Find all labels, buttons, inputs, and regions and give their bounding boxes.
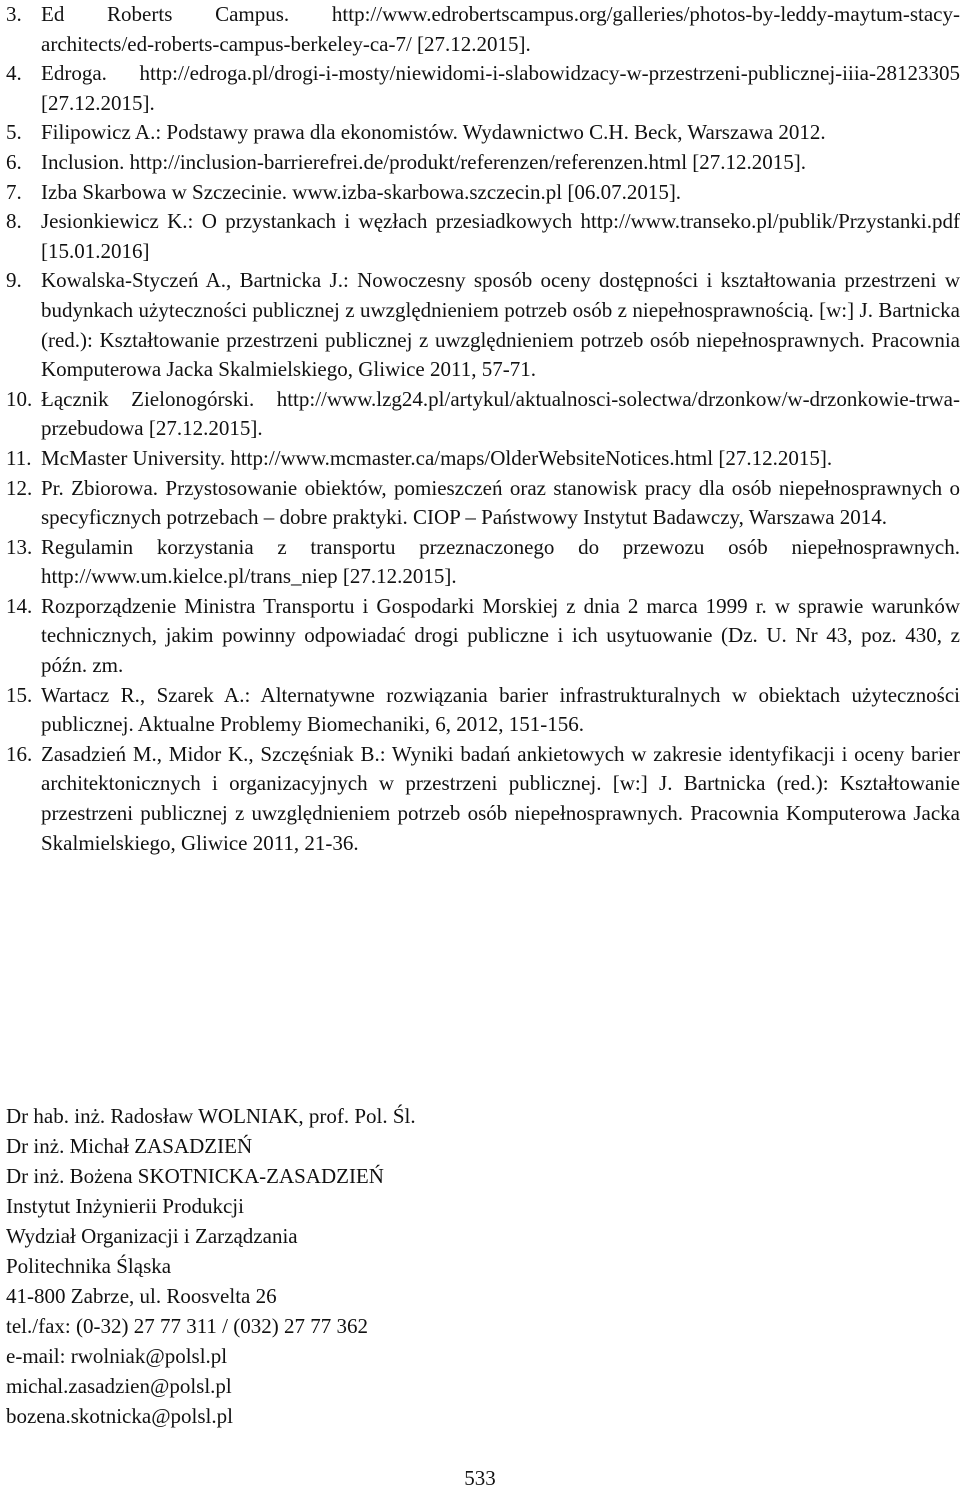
- reference-item: [6, 444, 960, 474]
- email: e-mail: rwolniak@polsl.pl: [6, 1344, 228, 1368]
- reference-item: [6, 474, 960, 533]
- page-number: 533: [464, 1466, 496, 1490]
- reference-number: 16.: [6, 741, 33, 766]
- reference-text: Zasadzień M., Midor K., Szczęśniak B.: Wyniki badań ankietowych w zakresie identyfikacji i oceny barier architektonicznych i organizacyjnych w przestrzeni publicznej. [w:] J. Bartnicka (red.): Kształtowanie przestrzeni publicznej z uwzględnieniem potrzeb osób niepełnosprawnych. Pracownia Komputerowa Jacka Skalmielskiego, Gliwice 2011, 21-36.: [41, 741, 960, 855]
- author-name: Dr inż. Bożena SKOTNICKA-ZASADZIEŃ: [6, 1164, 384, 1188]
- reference-item: [6, 178, 960, 208]
- reference-number: 3.: [6, 2, 22, 26]
- reference-item: [6, 59, 960, 118]
- reference-number: 14.: [6, 593, 33, 618]
- reference-number: 11.: [6, 445, 32, 470]
- reference-text: Filipowicz A.: Podstawy prawa dla ekonomistów. Wydawnictwo C.H. Beck, Warszawa 2012.: [41, 120, 826, 145]
- reference-text: Kowalska-Styczeń A., Bartnicka J.: Nowoczesny sposób oceny dostępności i kształtowania przestrzeni w budynkach użyteczności publicznej z uwzględnieniem potrzeb osób z niepełnosprawnością. [w:] J. Bartnicka (red.): Kształtowanie przestrzeni publicznej z uwzględnieniem potrzeb osób niepełnosprawnych. Pracownia Komputerowa Jacka Skalmielskiego, Gliwice 2011, 57-71.: [41, 268, 960, 382]
- phone-fax: tel./fax: (0-32) 27 77 311 / (032) 27 77 362: [6, 1314, 368, 1338]
- reference-number: 10.: [6, 386, 33, 411]
- reference-number: 5.: [6, 120, 22, 145]
- email: bozena.skotnicka@polsl.pl: [6, 1404, 233, 1428]
- institute-name: Instytut Inżynierii Produkcji: [6, 1194, 244, 1218]
- reference-item: [6, 0, 960, 59]
- reference-text: Jesionkiewicz K.: O przystankach i węzłach przesiadkowych http://www.transeko.pl/publik/Przystanki.pdf [15.01.2016]: [41, 209, 960, 263]
- reference-text: Wartacz R., Szarek A.: Alternatywne rozwiązania barier infrastrukturalnych w obiektach użyteczności publicznej. Aktualne Problemy Biomechaniki, 6, 2012, 151-156.: [41, 682, 960, 737]
- reference-item: [6, 385, 960, 444]
- reference-number: 15.: [6, 682, 33, 707]
- reference-text: McMaster University. http://www.mcmaster.ca/maps/OlderWebsiteNotices.html [27.12.2015].: [41, 445, 833, 470]
- reference-item: [6, 533, 960, 592]
- reference-number: 9.: [6, 268, 22, 293]
- reference-item: [6, 207, 960, 266]
- reference-number: 7.: [6, 179, 22, 204]
- author-name: Dr hab. inż. Radosław WOLNIAK, prof. Pol. Śl.: [6, 1104, 416, 1128]
- reference-list: [6, 0, 960, 858]
- reference-item: [6, 266, 960, 384]
- university-name: Politechnika Śląska: [6, 1254, 172, 1278]
- reference-text: Edroga. http://edroga.pl/drogi-i-mosty/niewidomi-i-slabowidzacy-w-przestrzeni-publicznej-iiia-28123305 [27.12.2015].: [41, 61, 960, 115]
- reference-text: Łącznik Zielonogórski. http://www.lzg24.pl/artykul/aktualnosci-solectwa/drzonkow/w-drzonkowie-trwa-przebudowa [27.12.2015].: [41, 386, 960, 441]
- reference-text: Ed Roberts Campus. http://www.edrobertscampus.org/galleries/photos-by-leddy-maytum-stacy-architects/ed-roberts-campus-berkeley-ca-7/ [27.12.2015].: [41, 2, 960, 56]
- author-name: Dr inż. Michał ZASADZIEŃ: [6, 1134, 253, 1158]
- reference-number: 13.: [6, 534, 33, 559]
- reference-item: [6, 592, 960, 681]
- reference-text: Pr. Zbiorowa. Przystosowanie obiektów, pomieszczeń oraz stanowisk pracy dla osób niepełnosprawnych o specyficznych potrzebach – dobre praktyki. CIOP – Państwowy Instytut Badawczy, Warszawa 2014.: [41, 475, 960, 530]
- reference-item: [6, 148, 960, 178]
- reference-number: 6.: [6, 149, 22, 174]
- reference-number: 4.: [6, 61, 22, 86]
- reference-number: 12.: [6, 475, 33, 500]
- reference-text: Rozporządzenie Ministra Transportu i Gospodarki Morskiej z dnia 2 marca 1999 r. w sprawie warunków technicznych, jakim powinny odpowiadać drogi publiczne i ich usytuowanie (Dz. U. Nr 43, poz. 430, z późn. zm.: [41, 593, 960, 678]
- address: 41-800 Zabrze, ul. Roosvelta 26: [6, 1284, 277, 1308]
- author-affiliation-block: [6, 1101, 416, 1431]
- reference-item: [6, 681, 960, 740]
- reference-text: Regulamin korzystania z transportu przeznaczonego do przewozu osób niepełnosprawnych. http://www.um.kielce.pl/trans_niep [27.12.2015].: [41, 534, 960, 589]
- reference-item: [6, 118, 960, 148]
- reference-text: Izba Skarbowa w Szczecinie. www.izba-skarbowa.szczecin.pl [06.07.2015].: [41, 179, 682, 204]
- reference-item: [6, 740, 960, 858]
- faculty-name: Wydział Organizacji i Zarządzania: [6, 1224, 298, 1248]
- email: michal.zasadzien@polsl.pl: [6, 1374, 232, 1398]
- reference-text: Inclusion. http://inclusion-barrierefrei.de/produkt/referenzen/referenzen.html [27.12.2015].: [41, 149, 807, 174]
- reference-number: 8.: [6, 209, 22, 234]
